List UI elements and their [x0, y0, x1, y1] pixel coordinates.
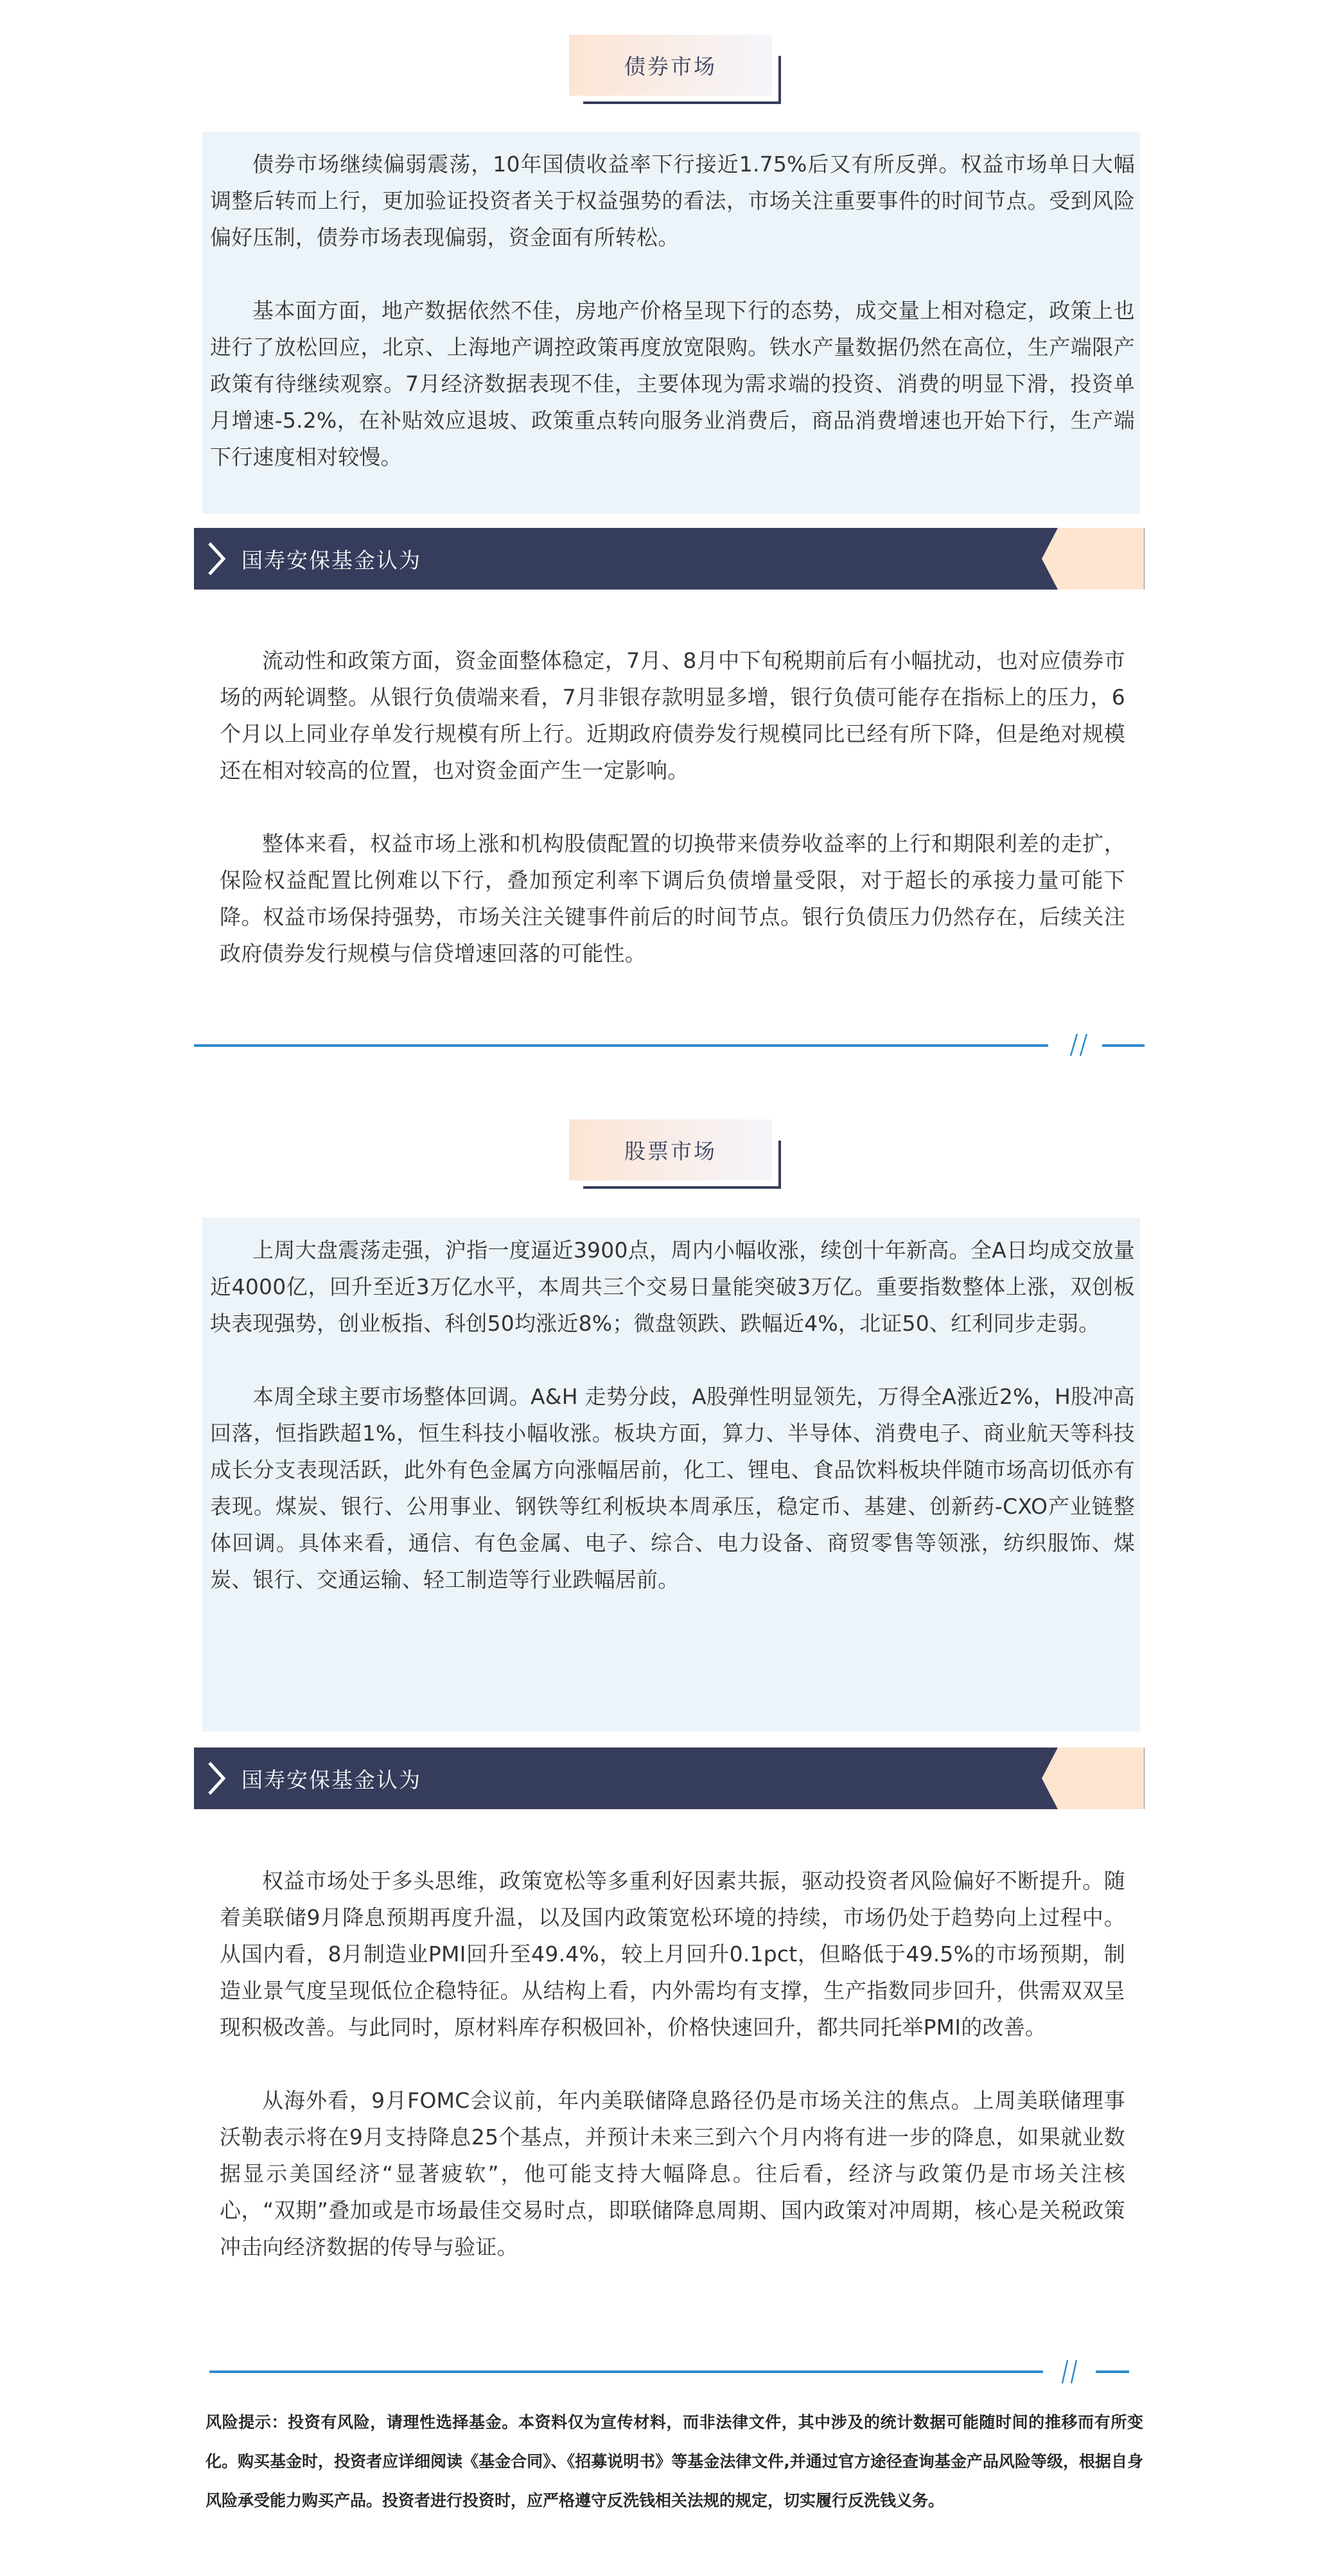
- banner-arrow-tip: [1042, 1748, 1145, 1809]
- bond-view-text: [220, 642, 1125, 972]
- view-banner-label: 国寿安保基金认为: [241, 547, 421, 573]
- bond-view-paragraph: 流动性和政策方面，资金面整体稳定，7月、8月中下旬税期前后有小幅扰动，也对应债券市场的两轮调整。从银行负债端来看，7月非银存款明显多增，银行负债可能存在指标上的压力，6个月以上同业存单发行规模有所上行。近期政府债券发行规模同比已经有所下降，但是绝对规模还在相对较高的位置，也对资金面产生一定影响。: [220, 648, 1125, 783]
- chevron-right-icon: [207, 1762, 227, 1795]
- bond-view-paragraph: 整体来看，权益市场上涨和机构股债配置的切换带来债券收益率的上行和期限利差的走扩，保险权益配置比例难以下行，叠加预定利率下调后负债增量受限，对于超长的承接力量可能下降。权益市场保持强势，市场关注关键事件前后的时间节点。银行负债压力仍然存在，后续关注政府债券发行规模与信贷增速回落的可能性。: [220, 831, 1125, 966]
- section-title-frame: [778, 56, 781, 104]
- banner-edge: [1144, 528, 1145, 590]
- section-title-label: 债券市场: [624, 54, 717, 79]
- banner-edge: [1144, 1748, 1145, 1809]
- stock-view-paragraph: 权益市场处于多头思维，政策宽松等多重利好因素共振，驱动投资者风险偏好不断提升。随着美联储9月降息预期再度升温，以及国内政策宽松环境的持续，市场仍处于趋势向上过程中。从国内看，8月制造业PMI回升至49.4%，较上月回升0.1pct，但略低于49.5%的市场预期，制造业景气度呈现低位企稳特征。从结构上看，内外需均有支撑，生产指数同步回升，供需双双呈现积极改善。与此同时，原材料库存积极回补，价格快速回升，都共同托举PMI的改善。: [220, 1868, 1125, 2040]
- view-banner-bond: [194, 528, 1145, 590]
- stock-intro-panel: [202, 1218, 1140, 1731]
- view-banner-stock: [194, 1748, 1145, 1809]
- section-title-bond: [569, 35, 772, 96]
- double-slash-icon: [1055, 2359, 1080, 2385]
- section-title-frame: [583, 101, 781, 104]
- banner-arrow-tip: [1042, 528, 1145, 590]
- stock-view-text: [220, 1862, 1125, 2265]
- section-divider: [209, 2359, 1129, 2385]
- section-title-frame: [778, 1141, 781, 1189]
- divider-line: [1096, 2370, 1129, 2373]
- section-divider: [194, 1033, 1145, 1058]
- risk-disclaimer: 风险提示：投资有风险，请理性选择基金。本资料仅为宣传材料，而非法律文件，其中涉及的统计数据可能随时间的推移而有所变化。购买基金时，投资者应详细阅读《基金合同》、《招募说明书》等基金法律文件,并通过官方途径查询基金产品风险等级，根据自身风险承受能力购买产品。投资者进行投资时，应严格遵守反洗钱相关法规的规定，切实履行反洗钱义务。: [206, 2413, 1143, 2510]
- section-title-label: 股票市场: [624, 1139, 717, 1164]
- divider-line: [194, 1044, 1048, 1047]
- stock-intro-paragraph: 本周全球主要市场整体回调。A&H 走势分歧，A股弹性明显领先，万得全A涨近2%，H股冲高回落，恒指跌超1%，恒生科技小幅收涨。板块方面，算力、半导体、消费电子、商业航天等科技成长分支表现活跃，此外有色金属方向涨幅居前，化工、锂电、食品饮料板块伴随市场高切低亦有表现。煤炭、银行、公用事业、钢铁等红利板块本周承压，稳定币、基建、创新药-CXO产业链整体回调。具体来看，通信、有色金属、电子、综合、电力设备、商贸零售等领涨，纺织服饰、煤炭、银行、交通运输、轻工制造等行业跌幅居前。: [210, 1384, 1135, 1592]
- double-slash-icon: [1063, 1033, 1089, 1058]
- chevron-right-icon: [207, 542, 227, 575]
- bond-intro-paragraph: 债券市场继续偏弱震荡，10年国债收益率下行接近1.75%后又有所反弹。权益市场单日大幅调整后转而上行，更加验证投资者关于权益强势的看法，市场关注重要事件的时间节点。受到风险偏好压制，债券市场表现偏弱，资金面有所转松。: [210, 152, 1135, 250]
- divider-line: [1102, 1044, 1145, 1047]
- bond-intro-panel: [202, 132, 1140, 514]
- divider-line: [209, 2370, 1043, 2373]
- view-banner-label: 国寿安保基金认为: [241, 1767, 421, 1792]
- section-title-frame: [583, 1186, 781, 1189]
- bond-intro-paragraph: 基本面方面，地产数据依然不佳，房地产价格呈现下行的态势，成交量上相对稳定，政策上也进行了放松回应，北京、上海地产调控政策再度放宽限购。铁水产量数据仍然在高位，生产端限产政策有待继续观察。7月经济数据表现不佳，主要体现为需求端的投资、消费的明显下滑，投资单月增速-5.2%，在补贴效应退坡、政策重点转向服务业消费后，商品消费增速也开始下行，生产端下行速度相对较慢。: [210, 298, 1135, 469]
- stock-view-paragraph: 从海外看，9月FOMC会议前，年内美联储降息路径仍是市场关注的焦点。上周美联储理事沃勒表示将在9月支持降息25个基点，并预计未来三到六个月内将有进一步的降息，如果就业数据显示美国经济“显著疲软”，他可能支持大幅降息。往后看，经济与政策仍是市场关注核心，“双期”叠加或是市场最佳交易时点，即联储降息周期、国内政策对冲周期，核心是关税政策冲击向经济数据的传导与验证。: [220, 2088, 1125, 2259]
- stock-intro-paragraph: 上周大盘震荡走强，沪指一度逼近3900点，周内小幅收涨，续创十年新高。全A日均成交放量近4000亿，回升至近3万亿水平，本周共三个交易日量能突破3万亿。重要指数整体上涨，双创板块表现强势，创业板指、科创50均涨近8%；微盘领跌、跌幅近4%，北证50、红利同步走弱。: [210, 1238, 1135, 1336]
- section-title-stock: [569, 1119, 772, 1180]
